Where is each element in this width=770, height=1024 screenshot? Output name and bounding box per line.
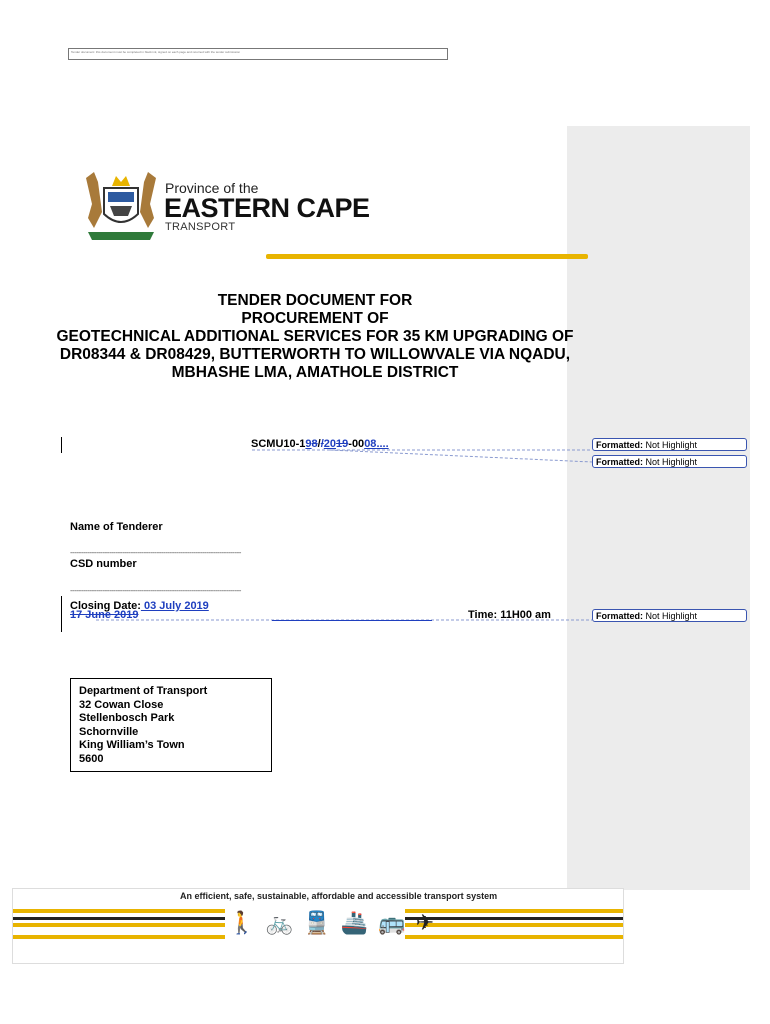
title-line: DR08344 & DR08429, BUTTERWORTH TO WILLOWVALE VIA NQADU, xyxy=(59,346,571,363)
comment-label: Formatted: xyxy=(596,440,643,450)
address-line: Department of Transport xyxy=(79,685,208,697)
comment-text: Not Highlight xyxy=(643,440,698,450)
ref-prefix: SCMU10-1 xyxy=(251,438,306,450)
ref-inserted: 08 xyxy=(364,438,377,450)
closing-date-new: 03 July 2019 xyxy=(140,600,209,612)
transport-icons xyxy=(228,910,436,936)
train-icon: 🚆 xyxy=(303,910,333,935)
title-line: GEOTECHNICAL ADDITIONAL SERVICES FOR 35 KM UPGRADING OF xyxy=(56,328,574,345)
ref-separator: / xyxy=(317,438,321,450)
closing-date-old: 17 June 2019 xyxy=(70,609,139,621)
address-line: 5600 xyxy=(79,752,104,765)
csd-label: CSD number xyxy=(70,558,137,570)
title-line: TENDER DOCUMENT FOR xyxy=(217,292,413,309)
bus-icon: 🚌 xyxy=(378,910,408,935)
ref-deleted: 8 xyxy=(311,438,318,450)
logo-department: TRANSPORT xyxy=(165,221,236,233)
logo-province: Province of the xyxy=(165,180,259,196)
comment-formatted[interactable] xyxy=(592,609,747,622)
address-line: Schornville xyxy=(79,725,139,738)
logo-name: EASTERN CAPE xyxy=(164,193,370,223)
comment-text: Not Highlight xyxy=(643,611,698,621)
ship-icon: 🚢 xyxy=(340,910,370,935)
banner-slogan: An efficient, safe, sustainable, affordable and accessible transport system xyxy=(180,891,498,901)
address-line: Stellenbosch Park xyxy=(79,712,175,724)
comment-label: Formatted: xyxy=(596,611,643,621)
walking-icon: 🚶 xyxy=(228,910,258,935)
title-line: MBHASHE LMA, AMATHOLE DISTRICT xyxy=(171,364,459,381)
tenderer-label: Name of Tenderer xyxy=(70,521,163,533)
bicycle-icon: 🚲 xyxy=(265,910,295,935)
change-bar xyxy=(61,596,62,632)
airplane-icon: ✈ xyxy=(415,910,437,935)
tenderer-line: ------------------------------------------------------------------------------- xyxy=(70,548,241,557)
csd-line: ------------------------------------------------------------------------------- xyxy=(70,586,241,595)
comment-text: Not Highlight xyxy=(643,457,698,467)
ref-separator: -00 xyxy=(348,438,365,450)
closing-underline xyxy=(272,620,432,621)
ref-inserted: 9 xyxy=(305,438,312,450)
comment-formatted[interactable] xyxy=(592,438,747,451)
address-line: 32 Cowan Close xyxy=(79,698,164,711)
ref-deleted: / xyxy=(320,438,324,450)
closing-time: Time: 11H00 am xyxy=(468,609,551,621)
address-box xyxy=(70,678,272,772)
header-note: Tender document: this document must be completed in black ink, signed on each page and returned with the tender submission xyxy=(71,50,241,54)
ref-tail: .... xyxy=(376,438,389,450)
ref-inserted: 20 xyxy=(323,438,337,450)
title-line: PROCUREMENT OF xyxy=(241,310,389,327)
comment-label: Formatted: xyxy=(596,457,643,467)
comment-formatted[interactable] xyxy=(592,455,747,468)
closing-label: Closing Date: xyxy=(70,600,141,612)
address-line: King William’s Town xyxy=(79,739,185,751)
ref-deleted: 19 xyxy=(336,438,349,450)
